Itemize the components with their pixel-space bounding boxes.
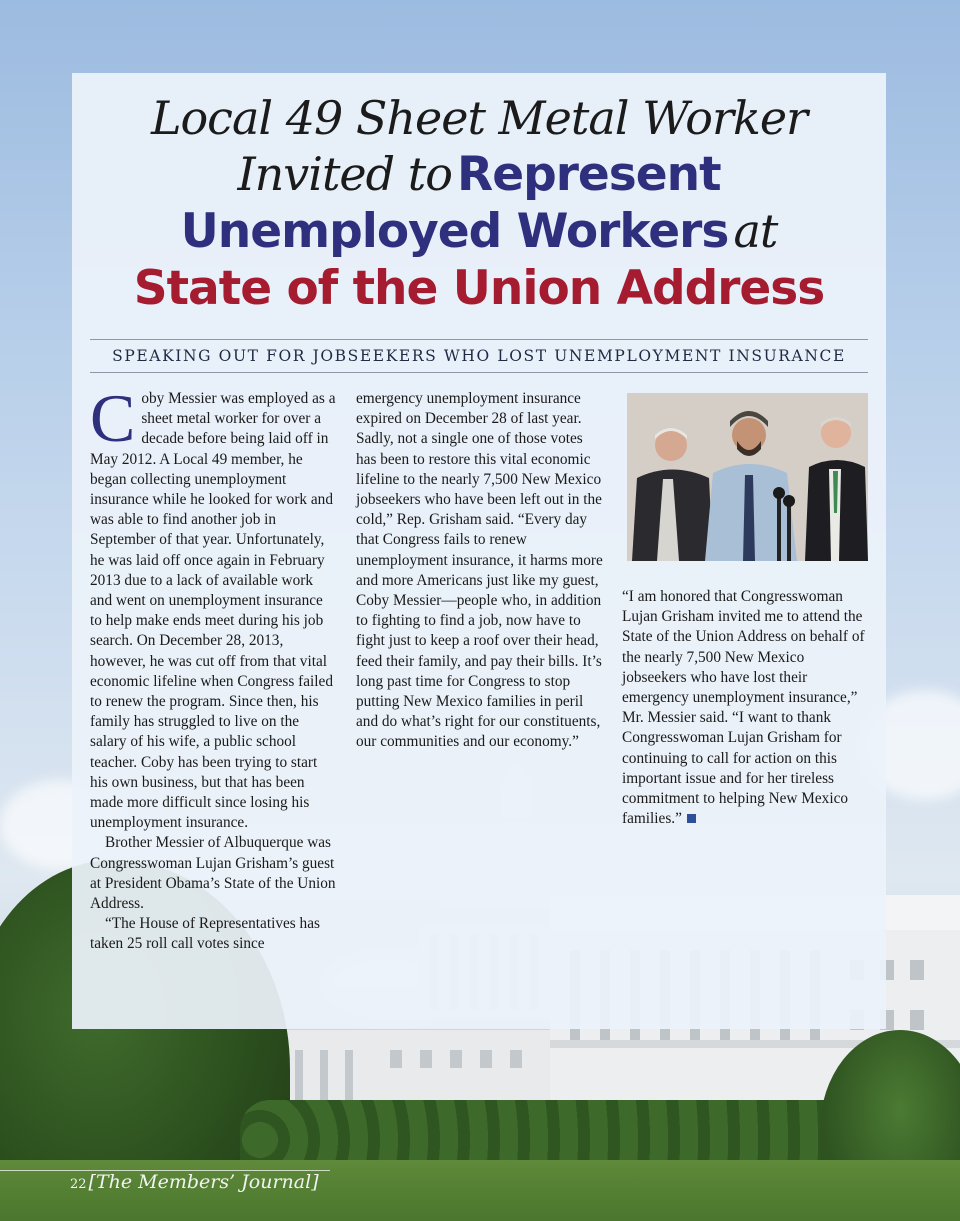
paragraph: “The House of Representatives has taken 25 roll call votes since — [90, 915, 320, 953]
article-column-3 — [622, 587, 872, 829]
headline-text: Local 49 Sheet Metal Worker — [150, 91, 808, 145]
article-column-1 — [90, 380, 337, 955]
paragraph: Brother Messier of Albuquerque was Congresswoman Lujan Grisham’s guest at President Obama’s State of the Union Address. — [90, 834, 336, 913]
headline-line-2 — [72, 147, 886, 202]
page-footer — [0, 1170, 330, 1196]
paragraph: oby Messier was employed as a sheet metal worker for over a decade before being laid off in May 2012. A Local 49 member, he began collecting unemployment insurance while he looked for work and was able to find another job in September of that year. Unfortunately, he was laid off once again in February 2013 due to a lack of available work and went on unemployment insurance to help make ends meet during his job search. On December 28, 2013, however, he was cut off from that vital economic lifeline when Congress failed to renew the program. Since then, his family has struggled to live on the salary of his wife, a public school teacher. Coby has been trying to start his own business, but that has been made more difficult since losing his unemployment insurance. — [90, 390, 336, 832]
subhead: SPEAKING OUT FOR JOBSEEKERS WHO LOST UNEMPLOYMENT INSURANCE — [90, 339, 868, 373]
headline-line-4 — [72, 261, 886, 316]
headline-emphasis: State of the Union Address — [133, 261, 825, 316]
article-column-2 — [356, 389, 603, 753]
drop-cap: C — [90, 380, 136, 456]
headline-emphasis: Unemployed Workers — [180, 204, 729, 259]
headline-line-3 — [72, 204, 886, 259]
page-number: 22 — [70, 1177, 87, 1192]
paragraph — [622, 587, 872, 829]
headline-emphasis: Represent — [457, 147, 721, 202]
end-mark-icon — [687, 814, 696, 823]
paragraph: emergency unemployment insurance expired on December 28 of last year. Sadly, not a single one of those votes has been to restore this vital economic lifeline to the nearly 7,500 New Mexico jobseekers who have been left out in the cold,” Rep. Grisham said. “Every day that Congress fails to renew unemployment insurance, it harms more and more Americans just like my guest, Coby Messier—people who, in addition to fighting to find a job, now have to fight just to keep a roof over their head, feed their family, and pay their bills. It’s long past time for Congress to stop putting New Mexico families in peril and do what’s right for our constituents, our communities and our economy.” — [356, 390, 603, 751]
headline-text: Invited to — [237, 147, 452, 201]
press-conference-photo — [627, 393, 868, 561]
paragraph-text: “I am honored that Congresswoman Lujan Grisham invited me to attend the State of the Union Address on behalf of the nearly 7,500 New Mexico jobseekers who have lost their emergency unemployment insurance,” Mr. Messier said. “I want to thank Congresswoman Lujan Grisham for continuing to call for action on this important issue and for her tireless commitment to helping New Mexico families.” — [622, 588, 865, 828]
headline-text: at — [733, 204, 778, 258]
photo-illustration — [627, 393, 868, 561]
headline — [72, 73, 886, 316]
headline-line-1 — [72, 91, 886, 145]
publication-name: [The Members’ Journal] — [88, 1171, 319, 1193]
article-panel — [72, 73, 886, 1029]
